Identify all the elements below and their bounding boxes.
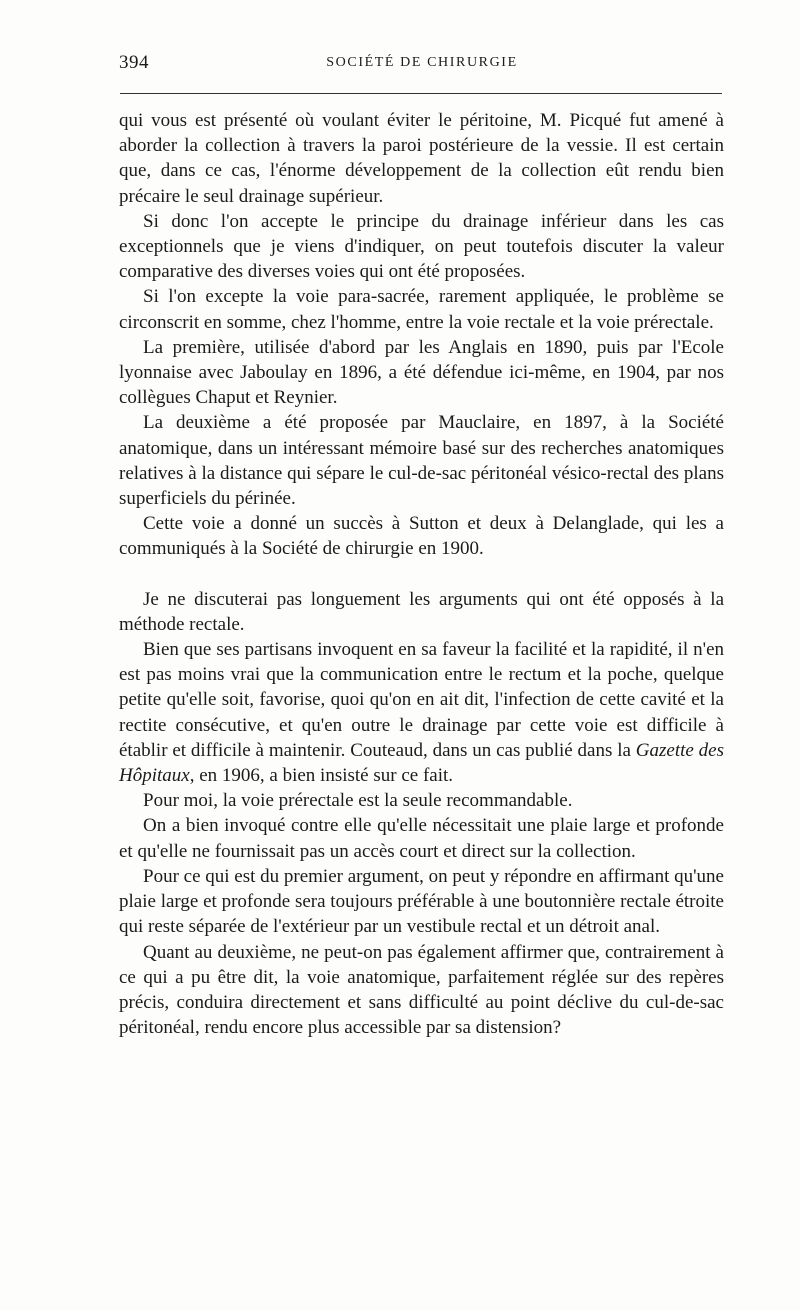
paragraph: La première, utilisée d'abord par les Anglais en 1890, puis par l'Ecole lyonnaise avec Jaboulay en 1896, a été défendue ici-même, en 1904, par nos collègues Chaput et Reynier. [119, 336, 724, 409]
paragraph-text: Bien que ses partisans invoquent en sa faveur la facilité et la rapidité, il n'en est pas moins vrai que la communication entre le rectum et la poche, quelque petite qu'elle soit, favorise, quoi qu'on en ait dit, l'infection de cette cavité et la rectite consécutive, et qu'en outre le drainage par cette voie est difficile à établir et difficile à maintenir. Couteaud, dans un cas publié dans la [119, 639, 724, 761]
paragraph: On a bien invoqué contre elle qu'elle nécessitait une plaie large et profonde et qu'elle ne fournissait pas un accès court et direct sur la collection. [119, 815, 724, 862]
page-number: 394 [119, 52, 149, 73]
paragraph: Cette voie a donné un succès à Sutton et deux à Delanglade, qui les a communiqués à la Société de chirurgie en 1900. [119, 513, 724, 560]
paragraph: Je ne discuterai pas longuement les arguments qui ont été opposés à la méthode rectale. [119, 588, 724, 635]
journal-title: Gazette des Hôpitaux [119, 739, 724, 787]
paragraph: Si donc l'on accepte le principe du drainage inférieur dans les cas exceptionnels que je viens d'indiquer, on peut toutefois discuter la valeur comparative des diverses voies qui ont été proposées. [119, 210, 724, 283]
paragraph [119, 637, 724, 788]
running-title: SOCIÉTÉ DE CHIRURGIE [326, 55, 518, 70]
section-gap [119, 562, 724, 587]
paragraph: Pour moi, la voie prérectale est la seule recommandable. [143, 790, 573, 812]
header-rule [120, 93, 722, 94]
paragraph: Si l'on excepte la voie para-sacrée, rarement appliquée, le problème se circonscrit en somme, chez l'homme, entre la voie rectale et la voie prérectale. [119, 286, 724, 333]
body-text [119, 108, 724, 1040]
paragraph-text: , en 1906, a bien insisté sur ce fait. [189, 765, 454, 787]
page-header [119, 52, 725, 76]
paragraph: La deuxième a été proposée par Mauclaire, en 1897, à la Société anatomique, dans un intéressant mémoire basé sur des recherches anatomiques relatives à la distance qui sépare le cul-de-sac péritonéal vésico-rectal des plans superficiels du périnée. [119, 412, 724, 510]
paragraph: Quant au deuxième, ne peut-on pas également affirmer que, contrairement à ce qui a pu être dit, la voie anatomique, parfaitement réglée sur des repères précis, conduira directement et sans difficulté au point déclive du cul-de-sac péritonéal, rendu encore plus accessible par sa distension? [119, 941, 724, 1039]
paragraph: Pour ce qui est du premier argument, on peut y répondre en affirmant qu'une plaie large et profonde sera toujours préférable à une boutonnière rectale étroite qui reste séparée de l'extérieur par un vestibule rectal et un détroit anal. [119, 865, 724, 938]
paragraph: qui vous est présenté où voulant éviter le péritoine, M. Picqué fut amené à aborder la collection à travers la paroi postérieure de la vessie. Il est certain que, dans ce cas, l'énorme développement de la collection eût rendu bien précaire le seul drainage supérieur. [119, 110, 724, 207]
